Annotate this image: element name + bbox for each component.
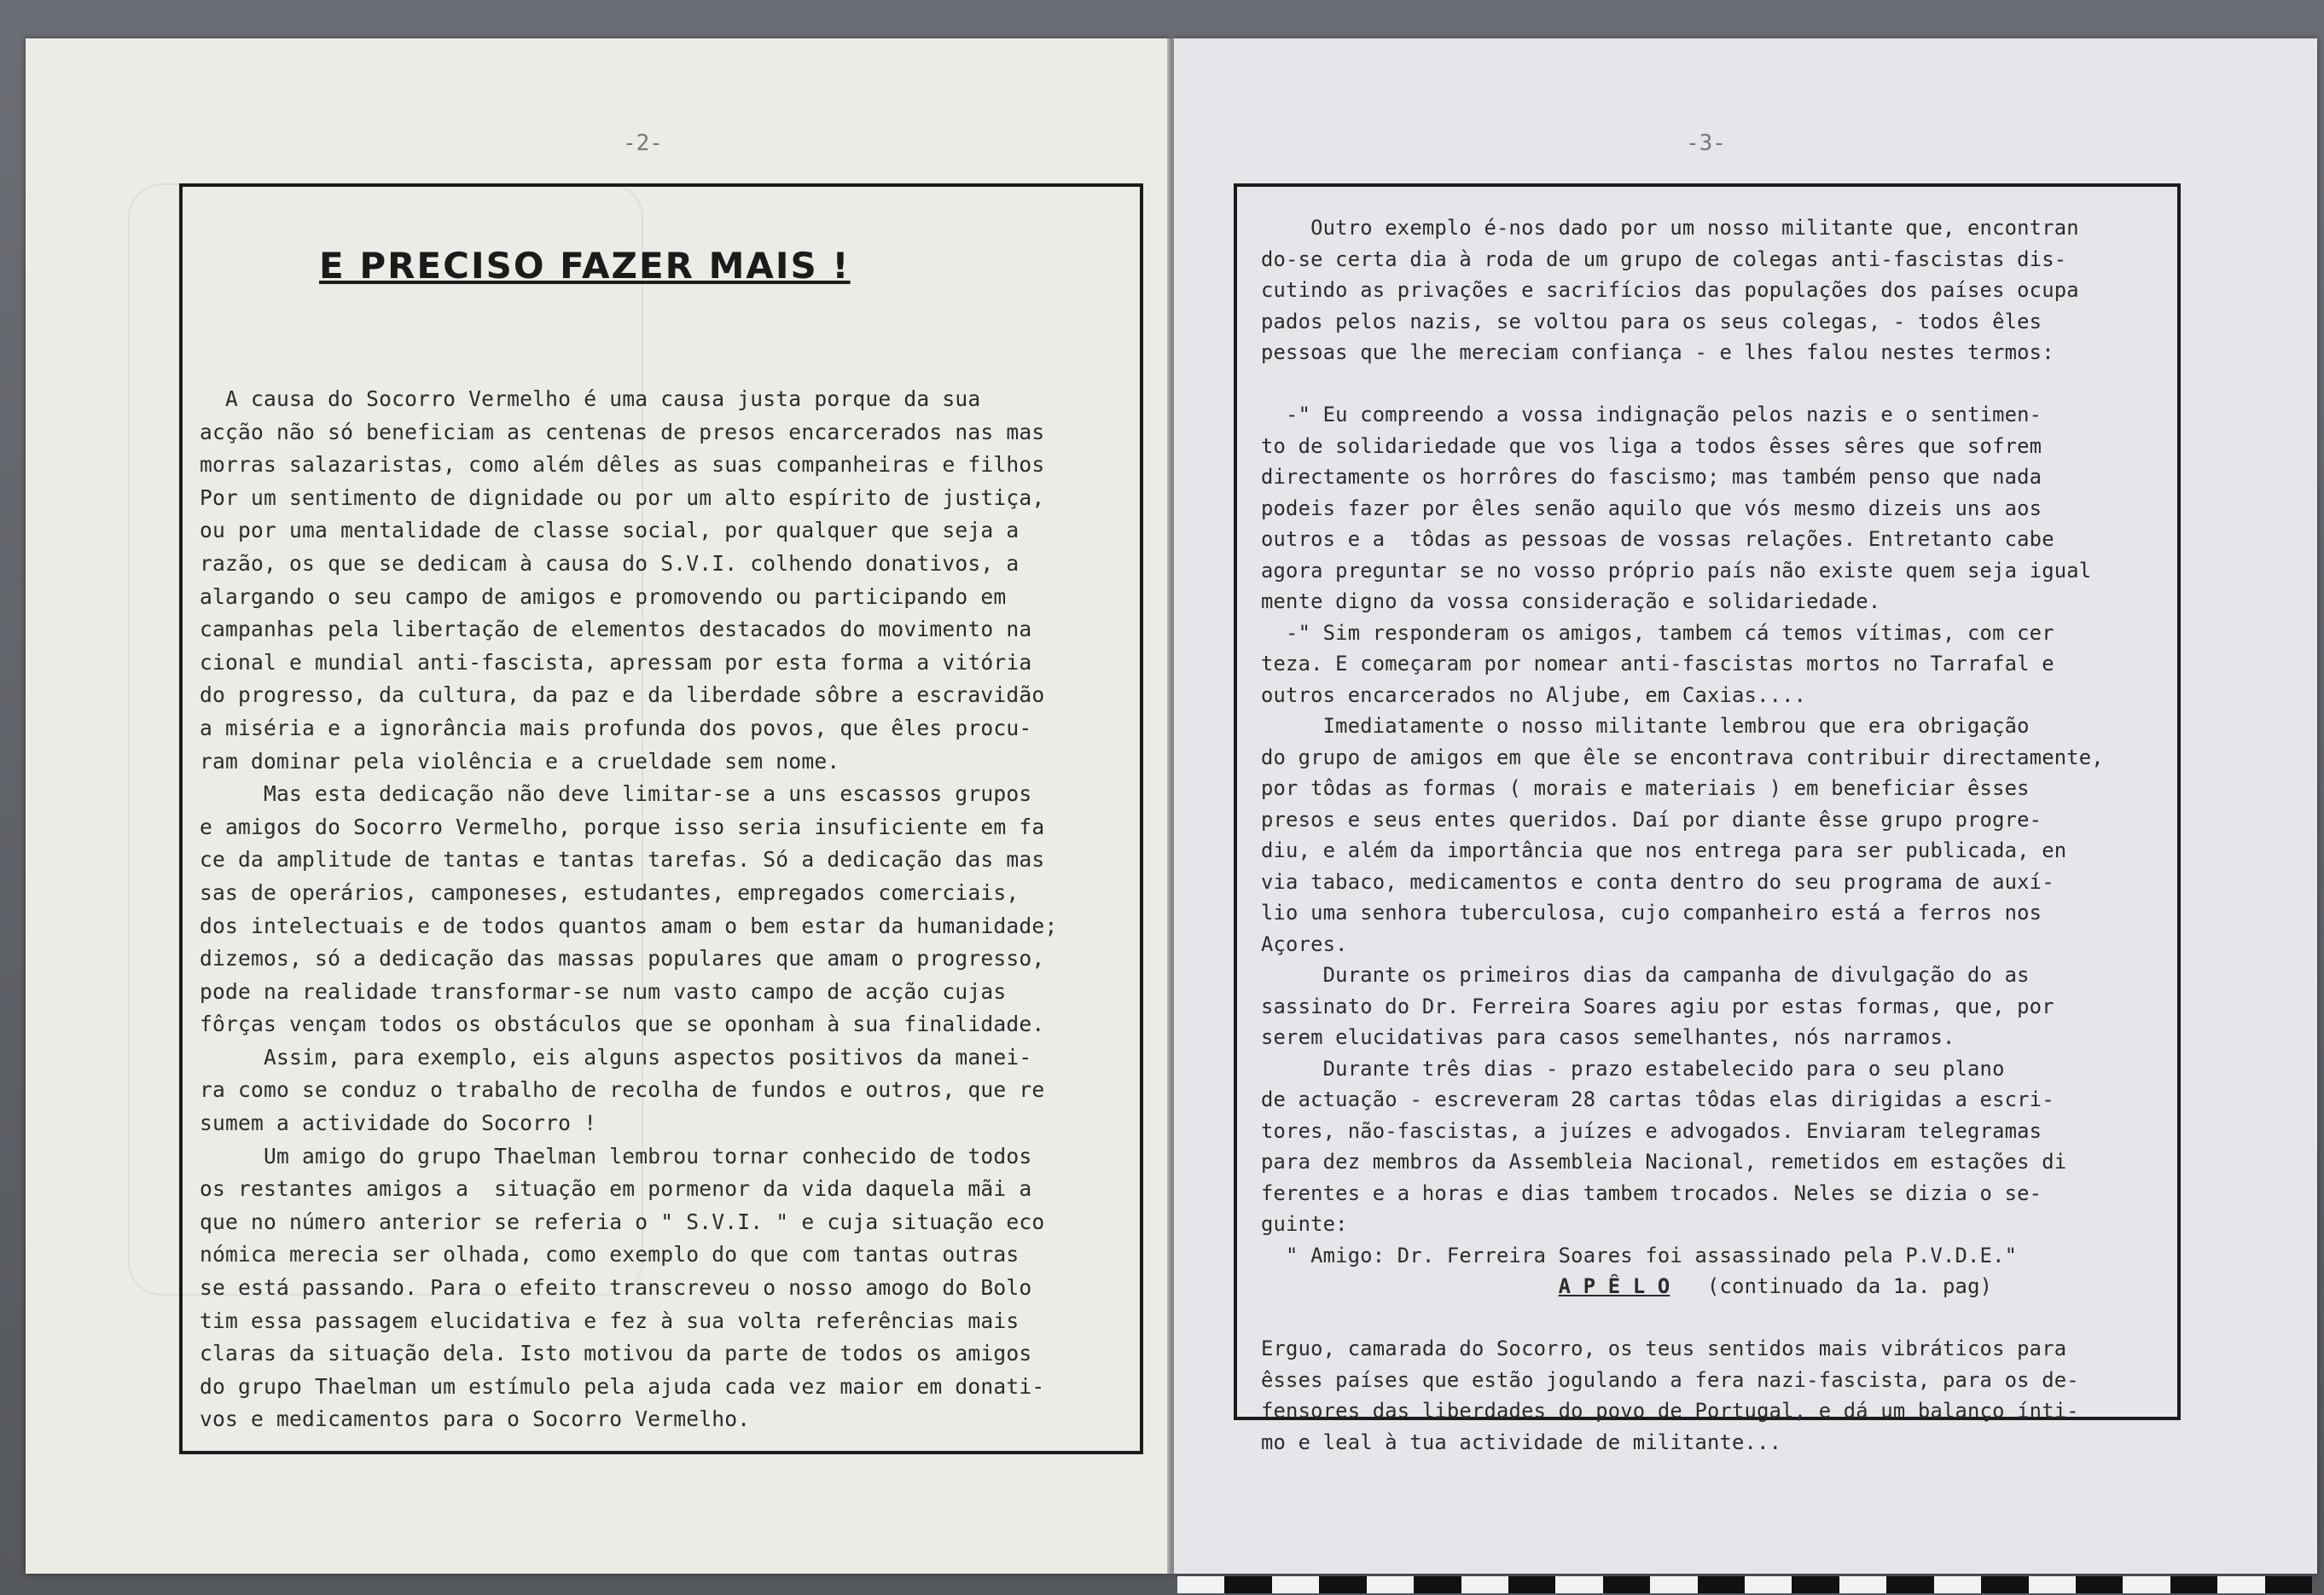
left-body-text (200, 383, 1057, 1436)
text-line: pessoas que lhe mereciam confiança - e lhes falou nestes termos: (1261, 340, 2054, 364)
ruler-segment (1224, 1576, 1271, 1593)
text-line: guinte: (1261, 1212, 1348, 1236)
text-line: para dez membros da Assembleia Nacional, remetidos em estações di (1261, 1150, 2067, 1174)
ruler-segment (1886, 1576, 1933, 1593)
ruler-segment (1698, 1576, 1745, 1593)
text-line: acção não só beneficiam as centenas de presos encarcerados nas mas (200, 419, 1045, 444)
text-line: alargando o seu campo de amigos e promovendo ou participando em (200, 583, 1007, 609)
ruler-segment (1981, 1576, 2028, 1593)
text-line: ou por uma mentalidade de classe social, por qualquer que seja a (200, 518, 1020, 543)
text-line: teza. E começaram por nomear anti-fascistas mortos no Tarrafal e (1261, 652, 2054, 676)
left-page-number: -2- (623, 130, 663, 156)
text-line: razão, os que se dedicam à causa do S.V.I. colhendo donativos, a (200, 550, 1020, 576)
ruler-segment (2170, 1576, 2217, 1593)
ruler-segment (1934, 1576, 1981, 1593)
text-line: sas de operários, camponeses, estudantes, empregados comerciais, (200, 879, 1020, 905)
text-line: Durante os primeiros dias da campanha de divulgação do as (1261, 963, 2030, 987)
right-text-frame (1234, 183, 2181, 1454)
text-line: ra como se conduz o trabalho de recolha de fundos e outros, que re (200, 1077, 1045, 1103)
text-line: Imediatamente o nosso militante lembrou que era obrigação (1261, 714, 2030, 738)
text-line: sassinato do Dr. Ferreira Soares agiu por estas formas, que, por (1261, 994, 2054, 1018)
text-line: ferentes e a horas e dias tambem trocados. Neles se dizia o se- (1261, 1180, 2042, 1205)
text-line: fôrças vençam todos os obstáculos que se oponham à sua finalidade. (200, 1012, 1045, 1037)
text-line: agora preguntar se no vosso próprio país não existe quem seja igual (1261, 558, 2092, 583)
section-heading-note: (continuado da 1a. pag) (1707, 1274, 1993, 1298)
ruler-segment (1603, 1576, 1650, 1593)
text-line: -" Eu compreendo a vossa indignação pelos nazis e o sentimen- (1261, 403, 2042, 426)
ruler-segment (2076, 1576, 2123, 1593)
ruler-segment (2029, 1576, 2076, 1593)
text-line: os restantes amigos a situação em pormenor da vida daquela mãi a (200, 1176, 1032, 1202)
ruler-segment (1414, 1576, 1461, 1593)
text-line: mo e leal à tua actividade de militante... (1261, 1430, 1782, 1454)
text-line: outros encarcerados no Aljube, em Caxias.... (1261, 682, 1807, 707)
text-line: Durante três dias - prazo estabelecido para o seu plano (1261, 1056, 2005, 1081)
ruler-segment (1177, 1576, 1224, 1593)
text-line: dizemos, só a dedicação das massas populares que amam o progresso, (200, 946, 1045, 972)
text-line: lio uma senhora tuberculosa, cujo companheiro está a ferros nos (1261, 901, 2042, 925)
ruler-segment (1272, 1576, 1319, 1593)
text-line: de actuação - escreveram 28 cartas tôdas elas dirigidas a escri- (1261, 1088, 2054, 1111)
text-line: directamente os horrôres do fascismo; mas também penso que nada (1261, 465, 2042, 489)
text-line: cional e mundial anti-fascista, apressam por esta forma a vitória (200, 649, 1032, 675)
text-line: campanhas pela libertação de elementos destacados do movimento na (200, 617, 1032, 642)
text-line: fensores das liberdades do povo de Portugal, e dá um balanço ínti- (1261, 1399, 2079, 1423)
ruler-segment (1839, 1576, 1886, 1593)
ruler-segment (1461, 1576, 1508, 1593)
text-line: Outro exemplo é-nos dado por um nosso militante que, encontran (1261, 216, 2079, 240)
text-line: Mas esta dedicação não deve limitar-se a uns escassos grupos (200, 781, 1032, 807)
text-line: tim essa passagem elucidativa e fez à sua volta referências mais (200, 1308, 1020, 1333)
text-line: Erguo, camarada do Socorro, os teus sentidos mais vibráticos para (1261, 1337, 2067, 1360)
text-line: morras salazaristas, como além dêles as suas companheiras e filhos (200, 452, 1045, 478)
right-body-text (1261, 212, 2104, 1458)
text-line: A causa do Socorro Vermelho é uma causa justa porque da sua (200, 386, 981, 411)
text-line: diu, e além da importância que nos entrega para ser publicada, en (1261, 838, 2067, 862)
scale-ruler (1177, 1576, 2312, 1593)
text-line: Assim, para exemplo, eis alguns aspectos positivos da manei- (200, 1044, 1032, 1070)
right-page (1174, 38, 2317, 1574)
ruler-segment (2217, 1576, 2264, 1593)
ruler-segment (1650, 1576, 1697, 1593)
text-line: êsses países que estão jogulando a fera nazi-fascista, para os de- (1261, 1367, 2079, 1392)
text-line: nómica merecia ser olhada, como exemplo do que com tantas outras (200, 1242, 1020, 1267)
page-title: E PRECISO FAZER MAIS ! (319, 245, 851, 287)
text-line: do grupo de amigos em que êle se encontrava contribuir directamente, (1261, 745, 2104, 769)
text-line: to de solidariedade que vos liga a todos êsses sêres que sofrem (1261, 433, 2042, 458)
text-line: vos e medicamentos para o Socorro Vermelho. (200, 1406, 751, 1432)
section-heading: A P Ê L O (1558, 1274, 1670, 1298)
text-line: Um amigo do grupo Thaelman lembrou tornar conhecido de todos (200, 1143, 1032, 1169)
text-line: que no número anterior se referia o " S.V.I. " e cuja situação eco (200, 1209, 1045, 1234)
text-line: Açores. (1261, 931, 1348, 956)
text-line: serem elucidativas para casos semelhantes, nós narramos. (1261, 1025, 1955, 1049)
text-line: presos e seus entes queridos. Daí por diante êsse grupo progre- (1261, 807, 2042, 832)
ruler-segment (2123, 1576, 2170, 1593)
right-page-number: -3- (1686, 130, 1726, 156)
ruler-segment (1792, 1576, 1839, 1593)
text-line: ram dominar pela violência e a crueldade sem nome. (200, 748, 840, 774)
ruler-segment (1555, 1576, 1602, 1593)
text-line: do grupo Thaelman um estímulo pela ajuda cada vez maior em donati- (200, 1373, 1045, 1399)
text-line: do-se certa dia à roda de um grupo de colegas anti-fascistas dis- (1261, 246, 2067, 271)
text-line: via tabaco, medicamentos e conta dentro do seu programa de auxí- (1261, 869, 2054, 894)
left-text-frame (179, 183, 1143, 1454)
text-line: pode na realidade transformar-se num vasto campo de acção cujas (200, 978, 1007, 1004)
text-line: " Amigo: Dr. Ferreira Soares foi assassinado pela P.V.D.E." (1261, 1243, 2018, 1267)
text-line: por tôdas as formas ( morais e materiais ) em beneficiar êsses (1261, 776, 2030, 800)
text-line: mente digno da vossa consideração e solidariedade. (1261, 589, 1881, 613)
text-line: a miséria e a ignorância mais profunda dos povos, que êles procu- (200, 715, 1032, 740)
ruler-segment (1319, 1576, 1366, 1593)
text-line: pados pelos nazis, se voltou para os seus colegas, - todos êles (1261, 309, 2042, 334)
text-line: Por um sentimento de dignidade ou por um alto espírito de justiça, (200, 484, 1045, 510)
text-line: se está passando. Para o efeito transcreveu o nosso amogo do Bolo (200, 1275, 1032, 1301)
text-line: podeis fazer por êles senão aquilo que vós mesmo dizeis uns aos (1261, 496, 2042, 520)
ruler-segment (1508, 1576, 1555, 1593)
text-line: ce da amplitude de tantas e tantas tarefas. Só a dedicação das mas (200, 847, 1045, 873)
text-line: tores, não-fascistas, a juízes e advogados. Enviaram telegramas (1261, 1118, 2042, 1143)
text-line: do progresso, da cultura, da paz e da liberdade sôbre a escravidão (200, 682, 1045, 708)
text-line: e amigos do Socorro Vermelho, porque isso seria insuficiente em fa (200, 814, 1045, 839)
ruler-segment (1367, 1576, 1414, 1593)
text-line: cutindo as privações e sacrifícios das populações dos países ocupa (1261, 278, 2079, 302)
ruler-segment (1745, 1576, 1792, 1593)
left-page (26, 38, 1169, 1574)
text-line: claras da situação dela. Isto motivou da parte de todos os amigos (200, 1341, 1032, 1366)
text-line: sumem a actividade do Socorro ! (200, 1111, 597, 1136)
text-line: -" Sim responderam os amigos, tambem cá temos vítimas, com cer (1261, 620, 2054, 645)
text-line: outros e a tôdas as pessoas de vossas relações. Entretanto cabe (1261, 527, 2054, 551)
text-line: dos intelectuais e de todos quantos amam o bem estar da humanidade; (200, 913, 1058, 938)
ruler-segment (2265, 1576, 2312, 1593)
